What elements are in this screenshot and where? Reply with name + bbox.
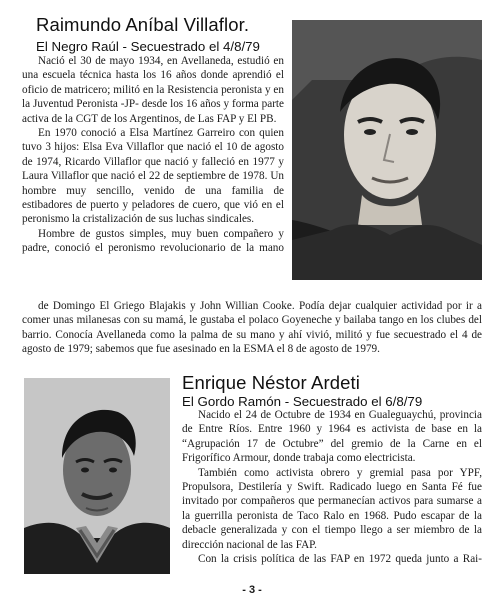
- portrait-photo-icon: [24, 378, 170, 574]
- paragraph: Con la crisis política de las FAP en 1972 queda junto a Rai-: [198, 553, 482, 566]
- paragraph: Nacido el 24 de Octubre de 1934 en Gualeguaychú, provincia de Entre Ríos. Entre 1960 y 1964 es activista de base en la “Agrupación 17 de Octubre” del gremio de la Carne en el Frigorífico Armour, donde trabaja como electricista.: [182, 409, 482, 465]
- profile-1-wide-paragraph: [22, 299, 482, 357]
- profile-1-subtitle: El Negro Raúl - Secuestrado el 4/8/79: [36, 39, 260, 54]
- paragraph: Nació el 30 de mayo 1934, en Avellaneda, estudió en una escuela técnica hasta los 16 años donde aprendió el oficio de matricero; militó en la Resistencia peronista y en la Juventud Peronista -JP- desde los 16 años y forma parte activa de la CGT de los Argentinos, de Las FAP y El PB.: [22, 55, 284, 125]
- portrait-photo-icon: [292, 20, 482, 280]
- profile-1-photo: [292, 20, 482, 280]
- profile-2-photo: [24, 378, 170, 574]
- paragraph: También como activista obrero y gremial pasa por YPF, Propulsora, Destilería y Swift. Radicado luego en Santa Fé fue invitado por compañeros que permanecían activos para sumarse a la guerrilla peronista de Taco Ralo en 1968. Pudo escapar de la debacle generalizada y con el tiempo llego a ser miembro de la dirección nacional de las FAP.: [182, 466, 482, 551]
- paragraph: Hombre de gustos simples, muy buen compañero y padre, conoció el peronismo revolucionario de la mano: [22, 227, 284, 255]
- profile-1-name: Raimundo Aníbal Villaflor.: [36, 14, 250, 35]
- profile-1-wide-text: de Domingo El Griego Blajakis y John Willian Cooke. Podía dejar cualquier actividad por ir a comer unas milanesas con su mamá, le gustaba el polaco Goyeneche y bailaba tango en los clubes del barrio. Conocía Avellaneda como la palma de su mano y ahí vivió, militó y fue secuestrado el 4 de agosto de 1979; sabemos que fue asesinado en la ESMA el 8 de agosto de 1979.: [22, 300, 482, 356]
- profile-2-name: Enrique Néstor Ardeti: [182, 372, 360, 393]
- paragraph: En 1970 conoció a Elsa Martínez Garreiro con quien tuvo 3 hijos: Elsa Eva Villaflor que nació el 10 de agosto de 1974, Ricardo Villaflor que nació y falleció en 1977 y Laura Villaflor que nació el 22 de septiembre de 1978. Un hombre muy sencillo, venido de una familia de estibadores de puerto y peladores de cuero, que vió en el peronismo la cristalización de sus luchas sindicales.: [22, 127, 284, 226]
- profile-2-column: [182, 408, 482, 566]
- profile-1-narrow-column: [22, 54, 284, 256]
- profile-2-subtitle: El Gordo Ramón - Secuestrado el 6/8/79: [182, 394, 423, 409]
- page-number: - 3 -: [242, 584, 262, 596]
